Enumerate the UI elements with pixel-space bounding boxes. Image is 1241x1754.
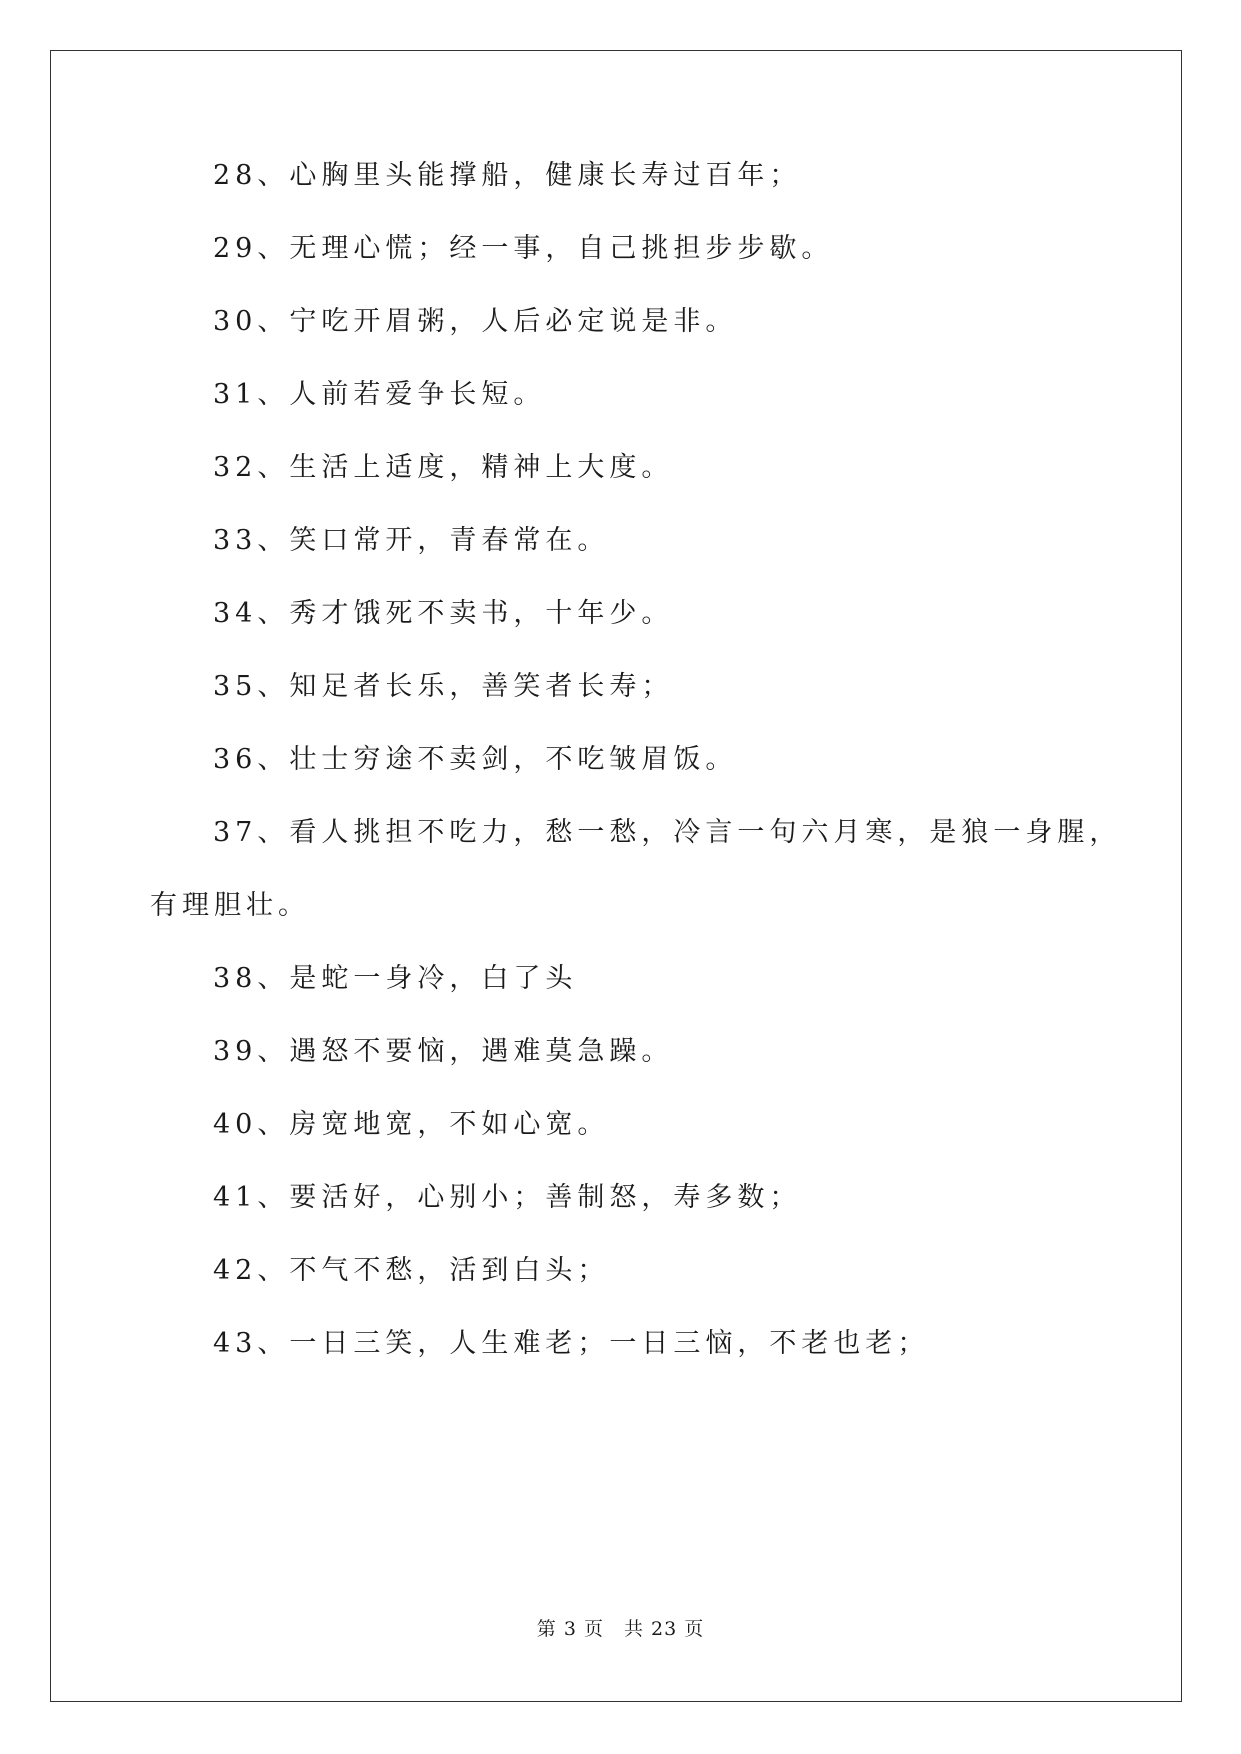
text-line: 33、笑口常开，青春常在。 <box>213 525 610 556</box>
text-line: 43、一日三笑，人生难老；一日三恼，不老也老； <box>213 1328 930 1359</box>
page-number-footer: 第 3 页 共 23 页 <box>536 1618 705 1640</box>
text-line: 36、壮士穷途不卖剑，不吃皱眉饭。 <box>213 744 738 775</box>
text-line: 38、是蛇一身冷，白了头 <box>213 963 578 994</box>
text-line-continuation: 有理胆壮。 <box>150 890 310 921</box>
text-line: 39、遇怒不要恼，遇难莫急躁。 <box>213 1036 674 1067</box>
text-line: 34、秀才饿死不卖书，十年少。 <box>213 598 674 629</box>
text-line: 35、知足者长乐，善笑者长寿； <box>213 671 674 702</box>
text-line: 30、宁吃开眉粥，人后必定说是非。 <box>213 306 738 337</box>
page-frame <box>50 50 1182 1702</box>
text-line: 31、人前若爱争长短。 <box>213 379 546 410</box>
text-line: 28、心胸里头能撑船，健康长寿过百年； <box>213 160 802 191</box>
text-line: 41、要活好，心别小；善制怒，寿多数； <box>213 1182 802 1213</box>
text-line: 29、无理心慌；经一事，自己挑担步步歇。 <box>213 233 834 264</box>
text-line: 37、看人挑担不吃力，愁一愁，冷言一句六月寒，是狼一身腥， <box>213 817 1122 848</box>
text-line: 40、房宽地宽，不如心宽。 <box>213 1109 610 1140</box>
text-line: 32、生活上适度，精神上大度。 <box>213 452 674 483</box>
text-line: 42、不气不愁，活到白头； <box>213 1255 610 1286</box>
